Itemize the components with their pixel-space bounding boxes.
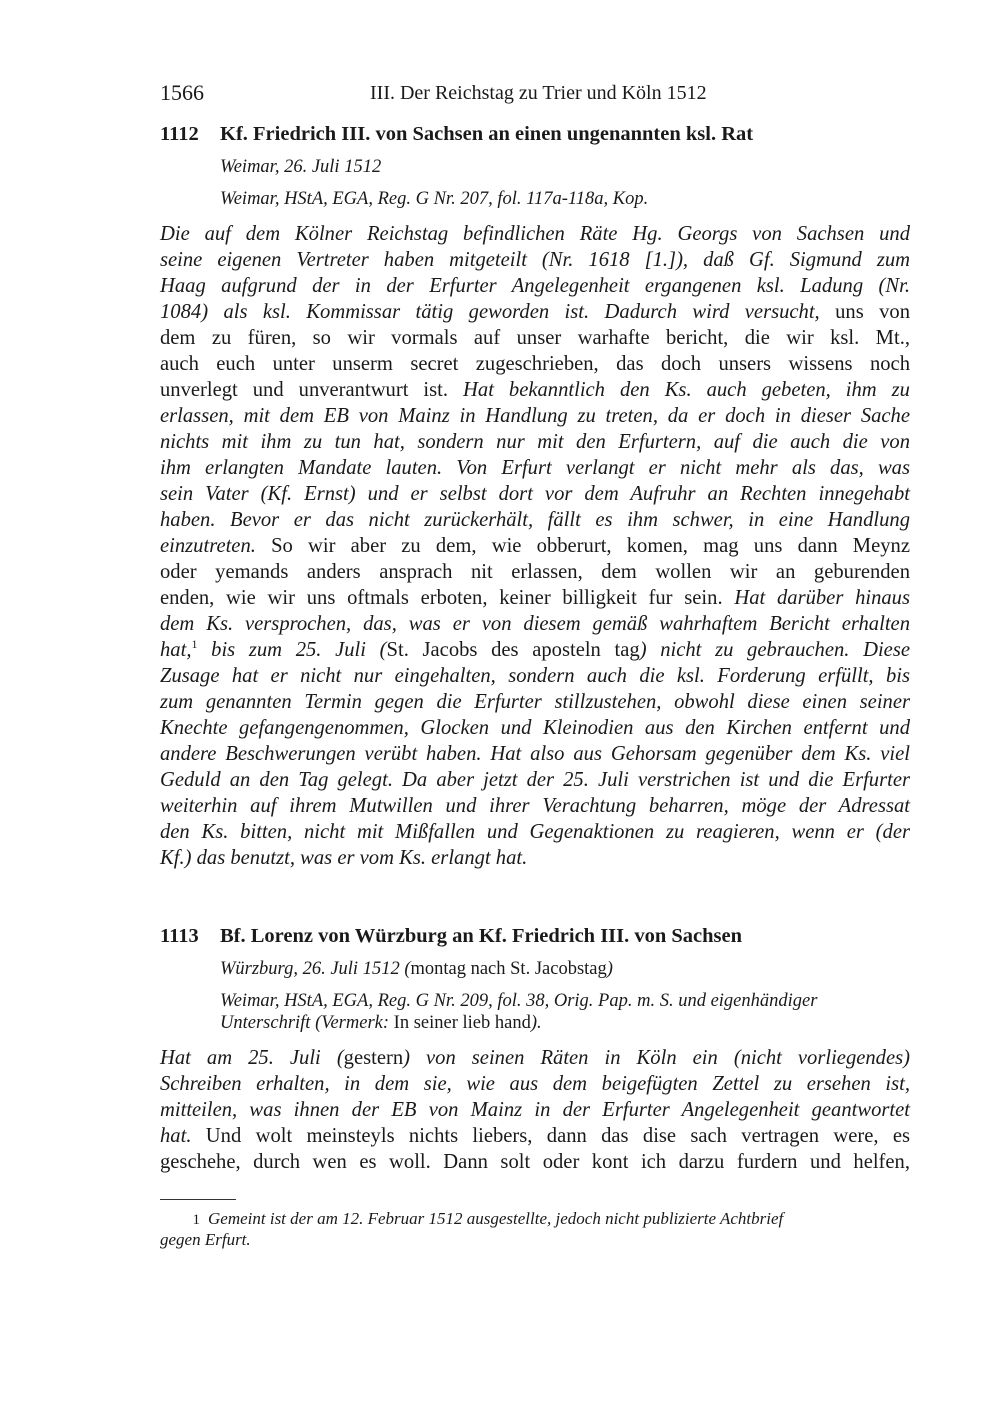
doc-1113-source (220, 990, 910, 1034)
italic-span: Hat darüber hinaus (734, 587, 910, 609)
upright-span: enden, wie wir uns oftmals erboten, keiner billigkeit fur sein. (160, 587, 735, 609)
footnote-marker: 1 (191, 637, 198, 652)
running-title: III. Der Reichstag zu Trier und Köln 1512 (370, 82, 707, 104)
upright-span: gestern (343, 1047, 404, 1069)
doc-1112-line: Haag aufgrund der in der Erfurter Angelegenheit ergangenen ksl. Ladung (Nr. (160, 275, 910, 297)
doc-1112-line: erlassen, mit dem EB von Mainz in Handlung zu treten, da er doch in dieser Sache (160, 405, 910, 427)
italic-span: Hat am 25. Juli ( (160, 1047, 344, 1069)
doc-title-text: Bf. Lorenz von Würzburg an Kf. Friedrich III. von Sachsen (220, 925, 743, 947)
doc-1113-line (160, 1045, 910, 1071)
page-number: 1566 (160, 80, 204, 105)
doc-1112-line: weiterhin auf ihrem Mutwillen und ihrer Verachtung beharren, möge der Adressat (160, 795, 910, 817)
upright-span: unverlegt und unverantwurt ist. (160, 379, 464, 401)
doc-1112-title (160, 123, 910, 146)
footnote-rule (160, 1199, 236, 1200)
doc-1113-title (160, 925, 910, 948)
italic-span: Hat bekanntlich den Ks. auch gebeten, ihm zu (463, 379, 910, 401)
footnote (160, 1208, 910, 1231)
doc-1113-line (160, 1123, 910, 1149)
doc-1112-line: sein Vater (Kf. Ernst) und er selbst dort vor dem Aufruhr an Rechten innegehabt (160, 483, 910, 505)
source-line (220, 1012, 910, 1034)
doc-1112-line: Geduld an den Tag gelegt. Da aber jetzt der 25. Juli verstrichen ist und die Erfurter (160, 769, 910, 791)
italic-span: Würzburg, 26. Juli 1512 ( (220, 959, 411, 979)
doc-1112-source: Weimar, HStA, EGA, Reg. G Nr. 207, fol. 117a-118a, Kop. (220, 189, 649, 209)
italic-span: ). (530, 1013, 542, 1033)
doc-1112-line: Zusage hat er nicht nur eingehalten, sondern auch die ksl. Forderung erfüllt, bis (160, 665, 910, 687)
doc-number: 1112 (160, 123, 199, 145)
doc-title-text: Kf. Friedrich III. von Sachsen an einen ungenannten ksl. Rat (220, 123, 754, 145)
italic-span: hat, (160, 639, 192, 661)
doc-1112-line: seine eigenen Vertreter haben mitgeteilt (Nr. 1618 [1.]), daß Gf. Sigmund zum (160, 249, 910, 271)
doc-1112-line: Die auf dem Kölner Reichstag befindlichen Räte Hg. Georgs von Sachsen und (160, 223, 910, 245)
doc-1112-line: Kf.) das benutzt, was er vom Ks. erlangt hat. (160, 847, 528, 869)
doc-1112-line: ihm erlangten Mandate lauten. Von Erfurt verlangt er nicht mehr als das, was (160, 457, 910, 479)
footnote-text: Gemeint ist der am 12. Februar 1512 ausgestellte, jedoch nicht publizierte Achtbrief (208, 1209, 784, 1228)
doc-1112-line: auch euch unter unserm secret zugeschrieben, das doch unsers wissens noch (160, 353, 910, 375)
upright-span: St. Jacobs des aposteln tag (386, 639, 640, 661)
doc-1113-line: geschehe, durch wen es woll. Dann solt oder kont ich darzu furdern und helfen, (160, 1151, 910, 1173)
doc-number: 1113 (160, 925, 199, 947)
doc-1112-line (160, 533, 910, 559)
footnote-continuation: gegen Erfurt. (160, 1230, 251, 1249)
doc-1112-line (160, 585, 910, 611)
doc-1112-line: nichts mit ihm zu tun hat, sondern nur mit den Erfurtern, auf die auch die von (160, 431, 910, 453)
upright-span: Und wolt meinsteyls nichts liebers, dann das dise sach vertragen were, es (191, 1125, 910, 1147)
doc-1112-date: Weimar, 26. Juli 1512 (220, 157, 382, 177)
upright-span: In seiner lieb hand (393, 1013, 531, 1033)
doc-1112-line: zum genannten Termin gegen die Erfurter stillzustehen, obwohl diese einen seiner (160, 691, 910, 713)
doc-1112-line (160, 637, 910, 663)
doc-1112-line (160, 377, 910, 403)
running-header (160, 80, 910, 108)
italic-span: ) von seinen Räten in Köln ein (nicht vorliegendes) (403, 1047, 910, 1069)
doc-1112-line: oder yemands anders ansprach nit erlassen, dem wollen wir an geburenden (160, 561, 910, 583)
italic-span: 1084) als ksl. Kommissar tätig geworden ist. Dadurch wird versucht, (160, 301, 820, 323)
italic-span: hat. (160, 1125, 192, 1147)
doc-1112-line (160, 299, 910, 325)
italic-span: ) nicht zu gebrauchen. Diese (639, 639, 910, 661)
doc-1113-date (220, 958, 910, 980)
upright-span: uns von (819, 301, 910, 323)
source-line: Weimar, HStA, EGA, Reg. G Nr. 209, fol. 38, Orig. Pap. m. S. und eigenhändiger (220, 991, 818, 1011)
doc-1112-line: Knechte gefangengenommen, Glocken und Kleinodien aus den Kirchen entfernt und (160, 717, 910, 739)
doc-1113-line: Schreiben erhalten, in dem sie, wie aus dem beigefügten Zettel zu ersehen ist, (160, 1073, 910, 1095)
doc-1112-line: den Ks. bitten, nicht mit Mißfallen und Gegenaktionen zu reagieren, wenn er (der (160, 821, 910, 843)
italic-span: bis zum 25. Juli ( (197, 639, 387, 661)
doc-1113-line: mitteilen, was ihnen der EB von Mainz in der Erfurter Angelegenheit geantwortet (160, 1099, 910, 1121)
doc-1112-line: dem zu füren, so wir vormals auf unser warhafte bericht, die wir ksl. Mt., (160, 327, 910, 349)
doc-1112-line: andere Beschwerungen verübt haben. Hat also aus Gehorsam gegenüber dem Ks. viel (160, 743, 910, 765)
italic-span: einzutreten. (160, 535, 256, 557)
footnote-number: 1 (192, 1212, 200, 1228)
upright-span: montag nach St. Jacobstag (410, 959, 607, 979)
upright-span: So wir aber zu dem, wie obberurt, komen, mag uns dann Meynz (255, 535, 910, 557)
italic-span: ) (606, 959, 613, 979)
doc-1112-line: dem Ks. versprochen, das, was er von diesem gemäß wahrhaftem Bericht erhalten (160, 613, 910, 635)
doc-1112-line: haben. Bevor er das nicht zurückerhält, fällt es ihm schwer, in eine Handlung (160, 509, 910, 531)
italic-span: Unterschrift (Vermerk: (220, 1013, 394, 1033)
